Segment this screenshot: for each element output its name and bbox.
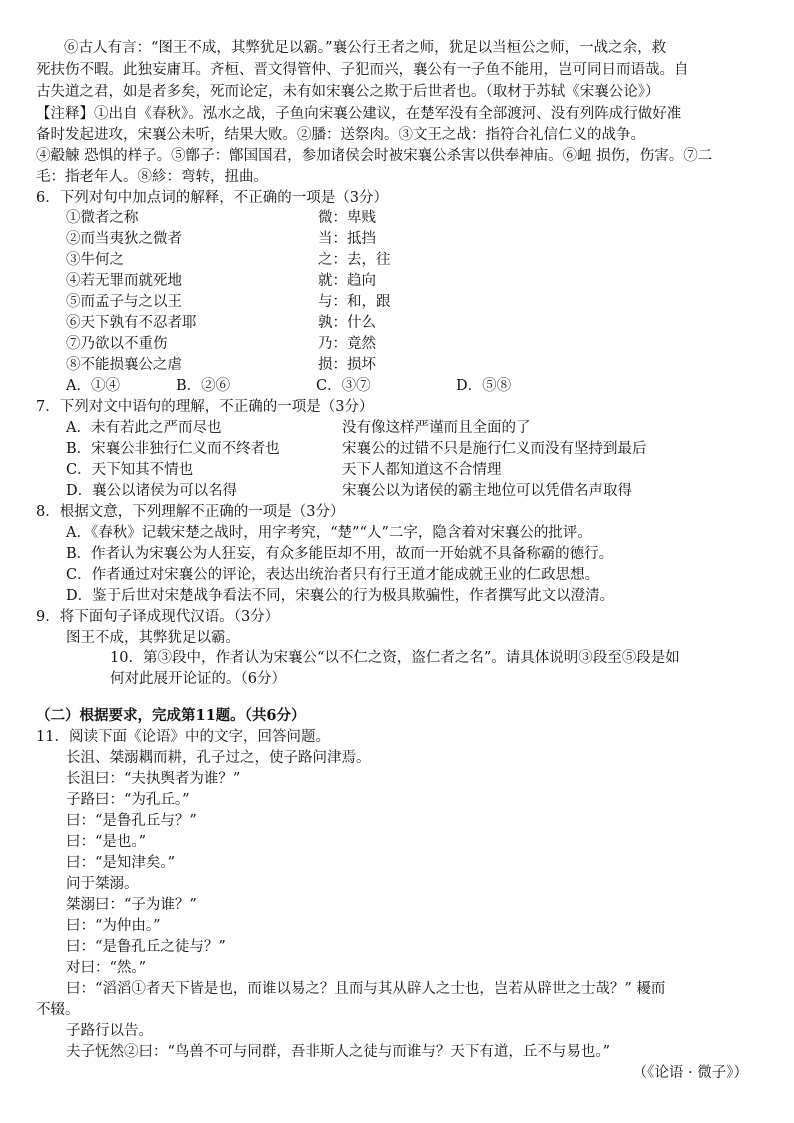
passage-p6-line2: 死扶伤不暇。此独妄庸耳。齐桓、晋文得管仲、子犯而兴，襄公有一子鱼不能用，岂可同日而语哉。自 <box>36 62 689 78</box>
q6-item-gloss: 乃：竟然 <box>318 336 376 352</box>
q6-item-gloss: 之：去，往 <box>318 252 391 268</box>
q8-option-b[interactable]: B．作者认为宋襄公为人狂妄，有众多能臣却不用，故而一开始就不具备称霸的德行。 <box>66 546 614 562</box>
q7-stem: 7．下列对文中语句的理解，不正确的一项是（3分） <box>36 399 374 415</box>
q7-gloss-c: 天下人都知道这不合情理 <box>342 462 502 478</box>
q8-stem: 8．根据文意，下列理解不正确的一项是（3分） <box>36 504 345 520</box>
q11-line: 曰：“是鲁孔丘与？” <box>66 813 197 829</box>
q6-stem: 6．下列对句中加点词的解释，不正确的一项是（3分） <box>36 190 388 206</box>
q7-option-c[interactable]: C．天下知其不情也 <box>66 462 194 478</box>
q11-line: 曰：“是知津矣。” <box>66 855 176 871</box>
passage-p6-line1: ⑥古人有言：“图王不成，其弊犹足以霸。”襄公行王者之师，犹足以当桓公之师，一战之余，救 <box>64 40 667 56</box>
q6-choice-d[interactable]: D．⑤⑧ <box>456 378 512 394</box>
q11-final: 夫子怃然②曰：“鸟兽不可与同群，吾非斯人之徒与而谁与？天下有道，丘不与易也。” <box>66 1044 611 1060</box>
q6-choice-a[interactable]: A．①④ <box>66 378 120 394</box>
q7-option-a[interactable]: A．未有若此之严而尽也 <box>66 420 222 436</box>
q6-choice-c[interactable]: C．③⑦ <box>316 378 371 394</box>
q11-long-line2: 不辍。 <box>36 1002 80 1018</box>
q11-line: 曰：“是也。” <box>66 834 147 850</box>
q11-line: 对曰：“然。” <box>66 960 147 976</box>
q11-line: 曰：“为仲由。” <box>66 918 161 934</box>
note-line1: 【注释】①出自《春秋》。泓水之战，子鱼向宋襄公建议，在楚军没有全部渡河、没有列阵成行做好准 <box>36 106 682 122</box>
q6-item-text: ①微者之称 <box>66 210 139 226</box>
q6-item-text: ⑥天下孰有不忍者耶 <box>66 315 197 331</box>
q11-long-line1: 曰：“滔滔①者天下皆是也，而谁以易之？且而与其从辟人之士也，岂若从辟世之士哉？” 耰而 <box>66 981 666 997</box>
q6-item-text: ⑤而孟子与之以王 <box>66 294 182 310</box>
q8-option-c[interactable]: C．作者通过对宋襄公的评论，表达出统治者只有行王道才能成就王业的仁政思想。 <box>66 567 600 583</box>
q7-gloss-b: 宋襄公的过错不只是施行仁义而没有坚持到最后 <box>342 441 647 457</box>
q11-line: 子路曰：“为孔丘。” <box>66 792 190 808</box>
note-line3: ④觳觫 恐惧的样子。⑤鄫子：鄫国国君，参加诸侯会时被宋襄公杀害以供奉神庙。⑥衄 损伤，伤害。⑦二 <box>36 148 713 164</box>
section2-heading: （二）根据要求，完成第11题。（共6分） <box>36 707 306 724</box>
q6-item-gloss: 与：和，跟 <box>318 294 391 310</box>
q6-item-text: ②而当夷狄之微者 <box>66 231 182 247</box>
q6-item-text: ④若无罪而就死地 <box>66 273 182 289</box>
q6-item-text: ⑦乃欲以不重伤 <box>66 336 168 352</box>
note-line2: 备时发起进攻，宋襄公未听，结果大败。②膰：送祭肉。③文王之战：指符合礼信仁义的战争。 <box>36 127 645 143</box>
q11-line: 长沮、桀溺耦而耕，孔子过之，使子路问津焉。 <box>66 750 371 766</box>
q11-report: 子路行以告。 <box>66 1023 153 1039</box>
q9-stem: 9．将下面句子译成现代汉语。（3分） <box>36 609 280 625</box>
q10-line1: 10．第③段中，作者认为宋襄公“以不仁之资，盗仁者之名”。请具体说明③段至⑤段是如 <box>110 650 680 666</box>
q9-sentence: 图王不成，其弊犹足以霸。 <box>66 630 240 646</box>
q11-line: 桀溺曰：“子为谁？” <box>66 897 197 913</box>
q6-item-gloss: 孰：什么 <box>318 315 376 331</box>
q7-gloss-d: 宋襄公以为诸侯的霸主地位可以凭借名声取得 <box>342 483 632 499</box>
q6-item-text: ⑧不能损襄公之虐 <box>66 357 182 373</box>
q6-item-gloss: 当：抵挡 <box>318 231 376 247</box>
note-line4: 毛：指老年人。⑧紾：弯转，扭曲。 <box>36 169 268 185</box>
q11-line: 曰：“是鲁孔丘之徒与？” <box>66 939 226 955</box>
q8-option-a[interactable]: A．《春秋》记载宋楚之战时，用字考究，“楚”“人”二字，隐含着对宋襄公的批评。 <box>66 525 592 541</box>
q6-item-gloss: 微：卑贱 <box>318 210 376 226</box>
q6-item-text: ③牛何之 <box>66 252 124 268</box>
passage-p6-line3: 古失道之君，如是者多矣，死而论定，未有如宋襄公之欺于后世者也。（取材于苏轼《宋襄公论》） <box>36 84 660 100</box>
q7-option-d[interactable]: D．襄公以诸侯为可以名得 <box>66 483 238 499</box>
q11-source: （《论语 · 微子》） <box>632 1065 748 1081</box>
q7-option-b[interactable]: B．宋襄公非独行仁义而不终者也 <box>66 441 280 457</box>
q11-line: 问于桀溺。 <box>66 876 139 892</box>
q6-item-gloss: 就：趋向 <box>318 273 376 289</box>
q8-option-d[interactable]: D．鉴于后世对宋楚战争看法不同，宋襄公的行为极具欺骗性，作者撰写此文以澄清。 <box>66 588 615 604</box>
q11-line: 长沮曰：“夫执舆者为谁？” <box>66 771 241 787</box>
q10-line2: 何对此展开论证的。（6分） <box>110 671 286 687</box>
q6-item-gloss: 损：损坏 <box>318 357 376 373</box>
q6-choice-b[interactable]: B．②⑥ <box>176 378 231 394</box>
q7-gloss-a: 没有像这样严谨而且全面的了 <box>342 420 531 436</box>
q11-stem: 11．阅读下面《论语》中的文字，回答问题。 <box>36 729 330 745</box>
